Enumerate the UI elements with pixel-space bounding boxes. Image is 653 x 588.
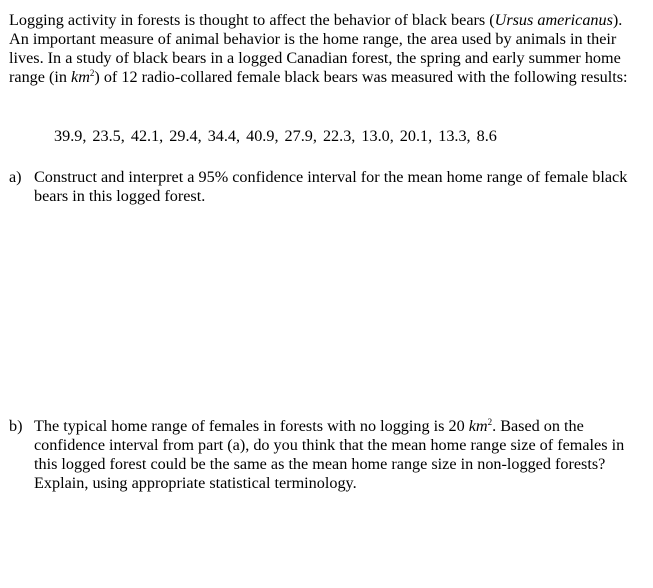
question-a-text: Construct and interpret a 95% confidence interval for the mean home range of female black bears in this logged forest. [34, 168, 628, 205]
question-b-unit-exponent: 2 [487, 417, 493, 427]
intro-text-part3: ) of 12 radio-collared female black bears was measured with the following results: [94, 68, 628, 86]
question-b-letter: b) [9, 417, 23, 435]
question-b-text-part1: The typical home range of females in forests with no logging is 20 [34, 417, 469, 435]
intro-text-part1: Logging activity in forests is thought to affect the behavior of black bears ( [9, 11, 495, 29]
question-b-unit: km [468, 417, 488, 435]
area-unit-exponent: 2 [89, 68, 95, 78]
question-a-letter: a) [9, 168, 22, 186]
question-b-text-part2: . Based on the confidence interval from part (a), do you think that the mean home range size of females in this logged forest could be the same as the mean home range size in non-logged forests? Explain, using appropriate statistical terminology. [34, 417, 625, 492]
species-name: Ursus americanus [494, 11, 613, 29]
intro-text-part2: ). An important measure of animal behavior is the home range, the area used by animals in their lives. In a study of black bears in a logged Canadian forest, the spring and early summer home range (in [9, 11, 623, 86]
area-unit: km [71, 68, 90, 86]
home-range-data-values: 39.9, 23.5, 42.1, 29.4, 34.4, 40.9, 27.9, 22.3, 13.0, 20.1, 13.3, 8.6 [54, 127, 497, 145]
question-b-body [34, 417, 634, 493]
question-a [9, 168, 634, 206]
problem-intro [9, 11, 637, 87]
question-b [9, 417, 634, 493]
